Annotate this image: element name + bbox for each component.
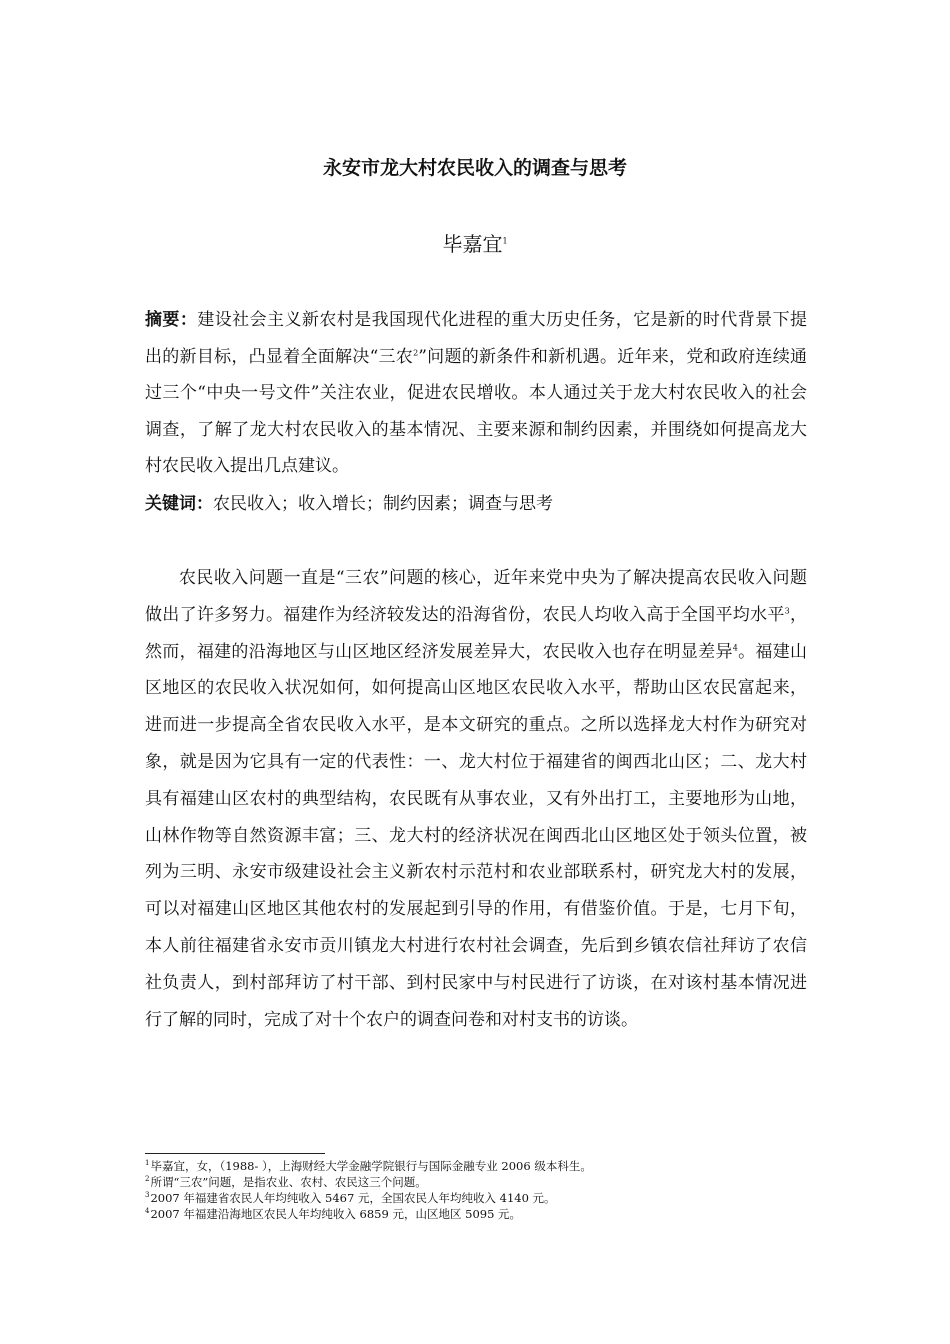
- keywords-label: 关键词：: [145, 494, 213, 514]
- author-name: 毕嘉宜: [442, 232, 503, 256]
- keywords: [145, 488, 807, 520]
- footnote-2: [145, 1174, 807, 1190]
- abstract-footnote-mark: 2: [413, 347, 419, 357]
- paper-title: 永安市龙大村农民收入的调查与思考: [322, 157, 627, 179]
- footnote-mark-4: 4: [732, 642, 738, 652]
- author-line: [145, 229, 805, 259]
- body-text-part2: ，然而，福建的沿海地区与山区地区经济发展差异大，农民收入也存在明显差异: [145, 604, 808, 662]
- footnote-number: 1: [145, 1159, 150, 1168]
- footnote-4: [145, 1206, 807, 1222]
- abstract-text-part1: 建设社会主义新农村是我国现代化进程的重大历史任务，它是新的时代背景下提出的新目标，凸显着全面解决“三农: [145, 310, 808, 367]
- keywords-text: 农民收入；收入增长；制约因素；调查与思考: [213, 494, 553, 514]
- footnote-number: 4: [145, 1207, 150, 1216]
- footnote-text: 2007 年福建沿海地区农民人年均纯收入 6859 元，山区地区 5095 元。: [150, 1207, 522, 1221]
- footnote-number: 2: [145, 1175, 150, 1184]
- footnotes: [145, 1158, 807, 1222]
- author-footnote-mark: 1: [502, 236, 508, 246]
- footnote-number: 3: [145, 1191, 150, 1200]
- abstract-label: 摘要：: [145, 310, 198, 330]
- footnote-separator: [145, 1153, 325, 1154]
- body-text-part1: 农民收入问题一直是“三农”问题的核心，近年来党中央为了解决提高农民收入问题做出了许多努力。福建作为经济较发达的沿海省份，农民人均收入高于全国平均水平: [145, 568, 807, 625]
- abstract: [145, 302, 807, 485]
- body-paragraph: [145, 560, 807, 1038]
- footnote-text: 毕嘉宜，女，（1988- ），上海财经大学金融学院银行与国际金融专业 2006 级本科生。: [150, 1159, 592, 1173]
- footnote-mark-3: 3: [784, 606, 790, 616]
- footnote-text: 2007 年福建省农民人年均纯收入 5467 元，全国农民人年均纯收入 4140 元。: [150, 1191, 556, 1205]
- footnote-text: 所谓“三农”问题，是指农业、农村、农民这三个问题。: [150, 1175, 427, 1189]
- footnote-1: [145, 1158, 807, 1174]
- body-text-part3: 。福建山区地区的农民收入状况如何，如何提高山区地区农民收入水平，帮助山区农民富起来，进而进一步提高全省农民收入水平，是本文研究的重点。之所以选择龙大村作为研究对象，就是因为它具有一定的代表性：一、龙大村位于福建省的闽西北山区；二、龙大村具有福建山区农村的典型结构，农民既有从事农业，又有外出打工，主要地形为山地，山林作物等自然资源丰富；三、龙大村的经济状况在闽西北山区地区处于领头位置，被列为三明、永安市级建设社会主义新农村示范村和农业部联系村，研究龙大村的发展，可以对福建山区地区其他农村的发展起到引导的作用，有借鉴价值。于是，七月下旬，本人前往福建省永安市贡川镇龙大村进行农村社会调查，先后到乡镇农信社拜访了农信社负责人，到村部拜访了村干部、到村民家中与村民进行了访谈，在对该村基本情况进行了解的同时，完成了对十个农户的调查问卷和对村支书的访谈。: [145, 641, 808, 1030]
- footnote-3: [145, 1190, 807, 1206]
- abstract-text-part2: ”问题的新条件和新机遇。近年来，党和政府连续通过三个“中央一号文件”关注农业，促进农民增收。本人通过关于龙大村农民收入的社会调查，了解了龙大村农民收入的基本情况、主要来源和制约因素，并围绕如何提高龙大村农民收入提出几点建议。: [145, 346, 807, 476]
